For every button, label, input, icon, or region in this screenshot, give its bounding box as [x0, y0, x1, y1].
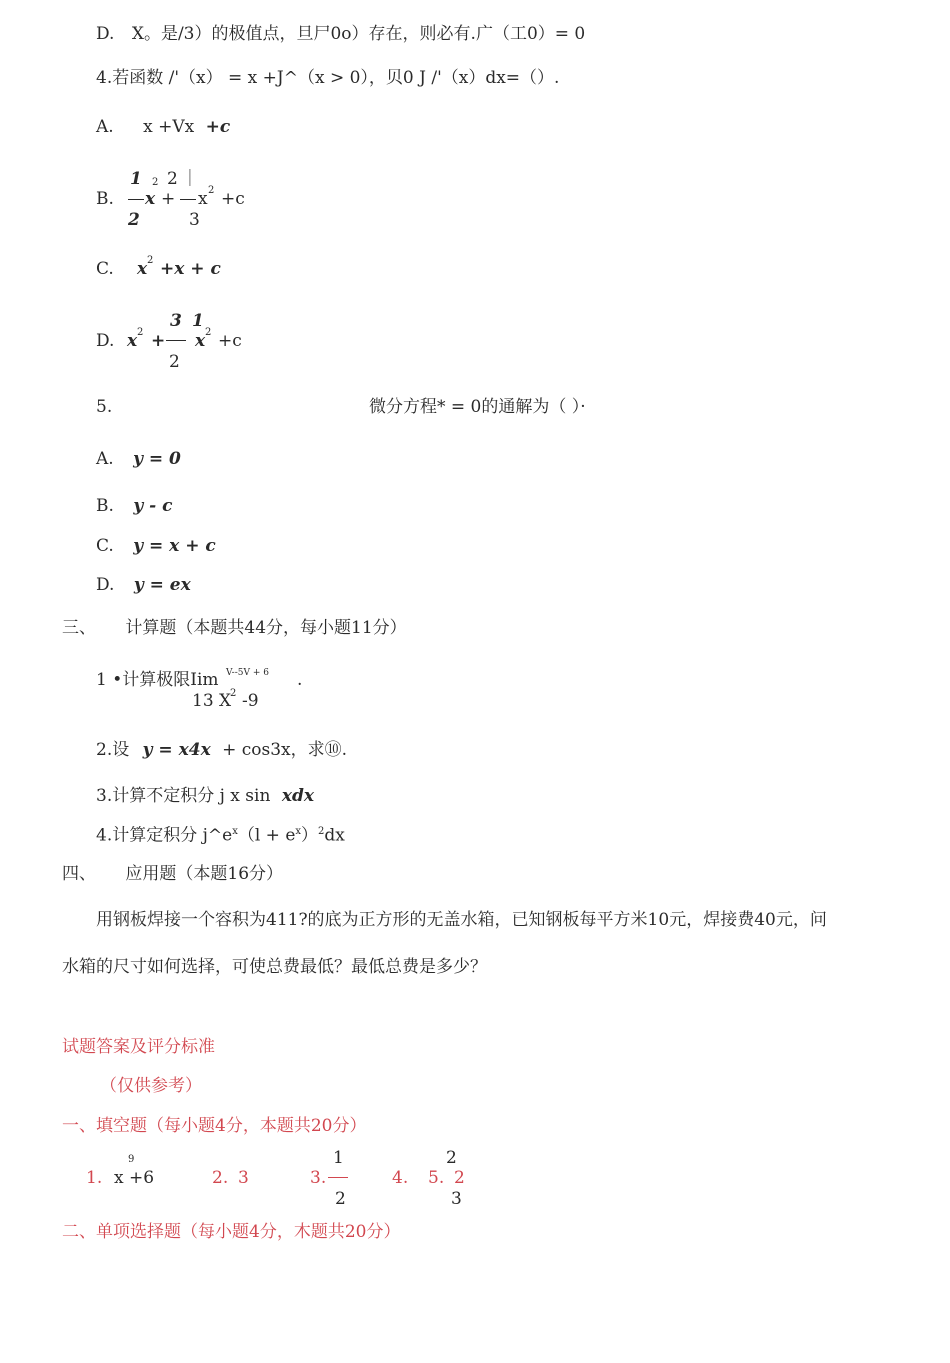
problem-text: dx	[324, 825, 345, 846]
answer-2-value: 3	[238, 1168, 249, 1188]
fraction-numerator: 2	[167, 169, 178, 189]
section-3-heading	[62, 620, 407, 637]
answer-4-number: 4.	[392, 1168, 409, 1188]
option-text: y - c	[133, 496, 173, 516]
answer-5-number: 5.	[428, 1168, 445, 1188]
q5-stem: 微分方程* = 0的通解为（ ）·	[369, 397, 586, 417]
option-constant: +c	[218, 331, 242, 351]
problem-text: 2.设	[96, 740, 130, 760]
problem-text: 3.计算不定积分 j x sin	[96, 786, 271, 806]
period: .	[297, 670, 303, 690]
option-text: X。是/3）的极值点，旦尸0o）存在，则必有.广（工0）= 0	[131, 24, 586, 44]
option-constant: +c	[221, 189, 245, 209]
answer-1-number: 1.	[86, 1168, 103, 1188]
answers-section-1: 一、填空题（每小题4分，本题共20分）	[62, 1116, 367, 1136]
exponent: 2	[205, 327, 212, 338]
fraction-bar	[180, 199, 196, 200]
fraction-bar	[166, 340, 186, 341]
section-number: 四、	[62, 864, 96, 884]
variable-x: x	[198, 189, 208, 209]
fraction-numerator: 2	[446, 1148, 457, 1168]
problem-text: （l + e	[237, 825, 296, 846]
problem-2	[96, 742, 347, 759]
answer-1-value: x +6	[114, 1168, 155, 1188]
option-text: y = 0	[133, 449, 181, 469]
section-4-heading	[62, 866, 283, 883]
exponent: x	[295, 826, 302, 837]
stray-mark: |	[187, 167, 193, 187]
plus-sign: +	[151, 331, 166, 351]
fraction-denominator: 2	[169, 352, 180, 372]
exponent: 2	[230, 688, 237, 699]
answer-5-value: 2	[454, 1168, 465, 1188]
fraction-denominator: 3	[189, 210, 200, 230]
fraction-numerator: 3	[170, 311, 182, 331]
fraction-numerator: 1	[192, 311, 204, 331]
fraction-numerator: 1	[130, 169, 142, 189]
option-constant: +c	[205, 117, 231, 137]
variable-x: x	[127, 331, 138, 351]
option-letter: D.	[96, 575, 115, 595]
option-letter: C.	[96, 259, 114, 279]
differential: xdx	[281, 786, 314, 806]
exponent: 2	[318, 826, 325, 837]
limit-denominator: 13 X	[192, 691, 232, 711]
option-letter: A.	[96, 117, 114, 137]
problem-text: 4.计算定积分 j^e	[96, 825, 233, 846]
exponent: 2	[152, 177, 159, 188]
answer-3-number: 3.	[310, 1168, 327, 1188]
limit-numerator: V--5V + 6	[226, 668, 269, 678]
plus-sign: +	[161, 189, 176, 209]
option-letter: B.	[96, 189, 114, 209]
variable-x: x	[137, 259, 148, 279]
answers-section-2: 二、单项选择题（每小题4分，木题共20分）	[62, 1222, 401, 1242]
application-line-1: 用钢板焊接一个容积为411?的底为正方形的无盖水箱，已知钢板每平方米10元，焊接费40元，问	[96, 910, 827, 930]
problem-text: ）	[301, 825, 319, 846]
q5-number: 5.	[96, 397, 113, 417]
q5-option-a	[96, 451, 181, 468]
variable-x: x	[145, 189, 156, 209]
exponent: 2	[147, 255, 154, 266]
q5-option-b	[96, 498, 172, 515]
section-number: 三、	[62, 618, 96, 638]
option-text: y = ex	[133, 575, 191, 595]
q4-stem: 4.若函数 /'（x） = x +J^（x > 0），贝0 J /'（x）dx=（）.	[96, 68, 560, 88]
q3-option-d	[96, 26, 585, 43]
answers-title: 试题答案及评分标准	[62, 1037, 215, 1057]
option-text: x +Vx	[143, 117, 195, 137]
option-text: +x + c	[160, 259, 221, 279]
q4-option-a	[96, 119, 230, 136]
problem-text: + cos3x，求⑩.	[222, 740, 348, 760]
section-title: 应用题（本题16分）	[125, 864, 284, 884]
option-letter: D.	[96, 331, 115, 351]
problem-text: 1 •计算极限Iim	[96, 670, 219, 690]
q5-option-d	[96, 577, 191, 594]
answer-2-number: 2.	[212, 1168, 229, 1188]
q5-option-c	[96, 538, 216, 555]
fraction-denominator: 3	[451, 1189, 462, 1209]
variable-x: x	[195, 331, 206, 351]
fraction-denominator: 2	[128, 210, 140, 230]
fraction-numerator: 1	[333, 1148, 344, 1168]
answers-note: （仅供参考）	[100, 1076, 202, 1096]
option-letter: D.	[96, 24, 115, 44]
exponent: 9	[128, 1154, 135, 1165]
denominator-end: -9	[242, 691, 259, 711]
exponent: x	[232, 826, 238, 837]
exponent: 2	[137, 327, 144, 338]
option-letter: B.	[96, 496, 114, 516]
option-letter: C.	[96, 536, 114, 556]
fraction-bar	[328, 1177, 348, 1178]
application-line-2: 水箱的尺寸如何选择，可使总费最低？最低总费是多少？	[62, 957, 487, 977]
problem-4	[96, 827, 345, 845]
problem-3	[96, 788, 314, 805]
option-letter: A.	[96, 449, 114, 469]
equation: y = x4x	[142, 740, 211, 760]
option-text: y = x + c	[133, 536, 216, 556]
fraction-bar	[128, 199, 144, 200]
fraction-denominator: 2	[335, 1189, 346, 1209]
exponent: 2	[208, 185, 215, 196]
section-title: 计算题（本题共44分，每小题11分）	[125, 618, 407, 638]
